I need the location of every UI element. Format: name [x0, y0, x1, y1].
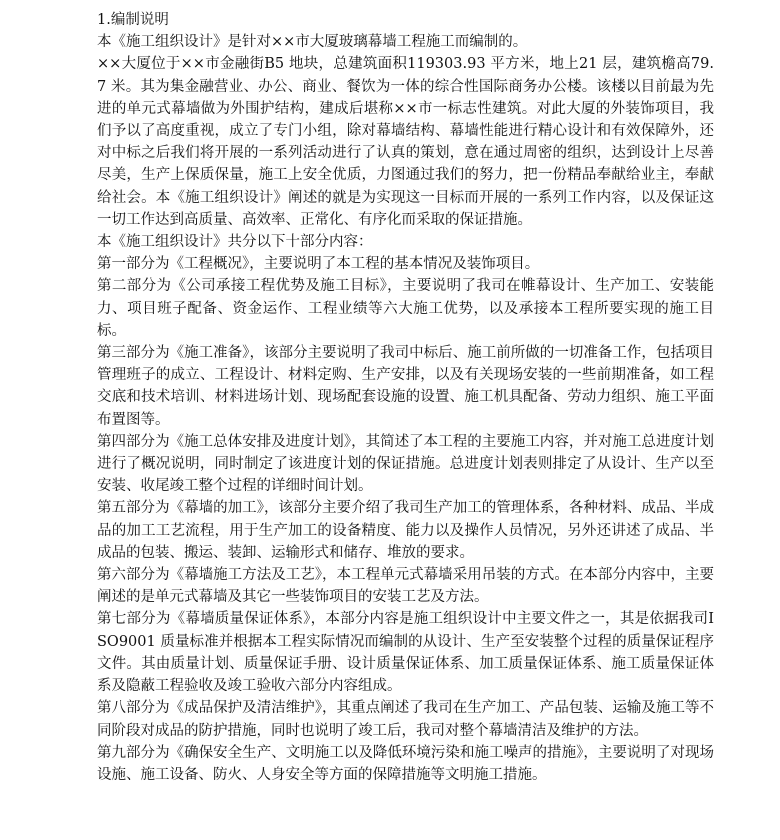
paragraph-part-3: 第三部分为《施工准备》，该部分主要说明了我司中标后、施工前所做的一切准备工作，包括项目管理班子的成立、工程设计、材料定购、生产安排，以及有关现场安装的一些前期准备，如工程交底和技术培训、材料进场计划、现场配套设施的设置、施工机具配备、劳动力组织、施工平面布置图等。 — [97, 345, 714, 428]
paragraph-intro: 本《施工组织设计》是针对××市大厦玻璃幕墙工程施工而编制的。 — [97, 34, 528, 51]
paragraph-part-9: 第九部分为《确保安全生产、文明施工以及降低环境污染和施工噪声的措施》，主要说明了对现场设施、施工设备、防火、人身安全等方面的保障措施等文明施工措施。 — [97, 744, 714, 783]
paragraph-contents-intro: 本《施工组织设计》共分以下十部分内容： — [97, 234, 373, 251]
paragraph-part-5: 第五部分为《幕墙的加工》，该部分主要介绍了我司生产加工的管理体系，各种材料、成品、半成品的加工工艺流程，用于生产加工的设备精度、能力以及操作人员情况，另外还讲述了成品、半成品的包装、搬运、装卸、运输形式和储存、堆放的要求。 — [97, 500, 714, 561]
paragraph-part-4: 第四部分为《施工总体安排及进度计划》，其简述了本工程的主要施工内容，并对施工总进度计划进行了概况说明，同时制定了该进度计划的保证措施。总进度计划表则排定了从设计、生产以至安装、收尾竣工整个过程的详细时间计划。 — [97, 433, 714, 495]
paragraph-part-8: 第八部分为《成品保护及清洁维护》，其重点阐述了我司在生产加工、产品包装、运输及施工等不同阶段对成品的防护措施，同时也说明了竣工后，我司对整个幕墙清洁及维护的方法。 — [97, 700, 714, 739]
paragraph-part-1: 第一部分为《工程概况》，主要说明了本工程的基本情况及装饰项目。 — [97, 256, 540, 273]
paragraph-project-overview: ××大厦位于××市金融街B5 地块，总建筑面积119303.93 平方米，地上21 层，建筑檐高79.7 米。其为集金融营业、办公、商业、餐饮为一体的综合性国际商务办公楼。该楼以目前最为先进的单元式幕墙做为外围护结构，建成后堪称××市一标志性建筑。对此大厦的外装饰项目，我们予以了高度重视，成立了专门小组，除对幕墙结构、幕墙性能进行精心设计和有效保障外，还对中标之后我们将开展的一系列活动进行了认真的策划，意在通过周密的组织，达到设计上尽善尽美，生产上保质保量，施工上安全优质，力图通过我们的努力，把一份精品奉献给业主，奉献给社会。本《施工组织设计》阐述的就是为实现这一目标而开展的一系列工作内容，以及保证这一切工作达到高质量、高效率、正常化、有序化而采取的保证措施。 — [97, 56, 714, 228]
paragraph-part-6: 第六部分为《幕墙施工方法及工艺》，本工程单元式幕墙采用吊装的方式。在本部分内容中，主要阐述的是单元式幕墙及其它一些装饰项目的安装工艺及方法。 — [97, 567, 714, 606]
paragraph-part-2: 第二部分为《公司承接工程优势及施工目标》，主要说明了我司在帷幕设计、生产加工、安装能力、项目班子配备、资金运作、工程业绩等六大施工优势，以及承接本工程所要实现的施工目标。 — [97, 278, 714, 339]
section-title: 1.编制说明 — [97, 12, 169, 28]
paragraph-part-7: 第七部分为《幕墙质量保证体系》，本部分内容是施工组织设计中主要文件之一，其是依据我司ISO9001 质量标准并根据本工程实际情况而编制的从设计、生产至安装整个过程的质量保证程序文件。其由质量计划、质量保证手册、设计质量保证体系、加工质量保证体系、施工质量保证体系及隐蔽工程验收及竣工验收六部分内容组成。 — [97, 611, 714, 695]
